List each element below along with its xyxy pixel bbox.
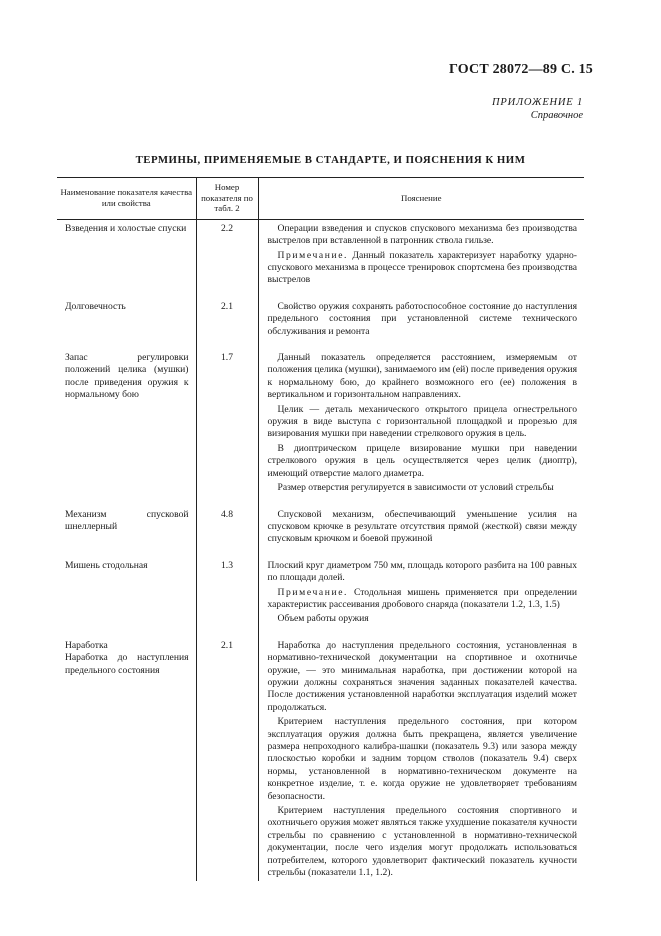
row-spacer <box>268 497 578 509</box>
document-title: ТЕРМИНЫ, ПРИМЕНЯЕМЫЕ В СТАНДАРТЕ, И ПОЯСНЕНИЯ К НИМ <box>135 154 526 166</box>
explanation-paragraph: Критерием наступления предельного состояния, при котором эксплуатация оружия должна быть прекращена, является увеличение размера непроходного калибра-шашки (показатель 9.3) или зазора между плоскостью коробки и задним торцом стволов (показатель 9.4) сверх нормы, установленной в нормативно-техническом документе на конкретное изделие, т. е. когда оружие не удовлетворяет требованиям безопасности. <box>267 716 577 802</box>
indicator-number: 2.1 <box>196 301 258 352</box>
row-spacer <box>268 628 578 640</box>
note-paragraph <box>268 250 578 287</box>
term-name: Наработка до наступления предельного состояния <box>65 652 189 676</box>
term-cell <box>57 509 196 560</box>
explanation-cell <box>258 560 584 640</box>
explanation-cell <box>258 640 584 882</box>
indicator-number: 4.8 <box>196 509 258 560</box>
table-row <box>57 560 584 640</box>
table-row <box>57 301 584 352</box>
indicator-number: 1.3 <box>196 560 258 640</box>
explanation-cell <box>258 301 584 352</box>
note-text: Стодольная мишень применяется при определении характеристик рассеивания дробового снаряда (показатели 1.2, 1.3, 1.5) <box>267 586 577 610</box>
table-body <box>57 219 584 881</box>
row-spacer <box>268 548 578 560</box>
page-header: ГОСТ 28072—89 С. 15 <box>449 62 593 77</box>
term-cell <box>57 301 196 352</box>
table-row <box>57 219 584 301</box>
terms-table <box>57 177 584 881</box>
explanation-paragraph: Плоский круг диаметром 750 мм, площадь которого разбита на 100 равных по площади долей. <box>267 559 577 584</box>
term-name: Мишень стодольная <box>65 559 148 571</box>
term-cell <box>57 560 196 640</box>
term-name: Взведения и холостые спуски <box>65 222 187 234</box>
explanation-paragraph: Спусковой механизм, обеспечивающий уменьшение усилия на спусковом крючке в результате отсутствия прямой (жесткой) связи между спусковым крючком и боевой пружиной <box>267 508 577 545</box>
appendix-label <box>492 96 583 122</box>
explanation-paragraph: Объем работы оружия <box>277 613 369 625</box>
explanation-cell <box>258 352 584 508</box>
term-name: Механизм спусковой шнеллерный <box>65 508 189 532</box>
term-name: Долговечность <box>65 300 126 312</box>
table-header-row <box>57 178 584 220</box>
term-cell <box>57 219 196 301</box>
appendix-type: Справочное <box>530 110 583 121</box>
indicator-number: 1.7 <box>196 352 258 508</box>
term-name: Наработка <box>65 639 108 651</box>
explanation-paragraph: Свойство оружия сохранять работоспособное состояние до наступления предельного состояния при установленной системе технического обслуживания и ремонта <box>267 300 577 337</box>
explanation-paragraph: В диоптрическом прицеле визирование мушки при наведении стрелкового оружия в цель осуществляется через целик (диоптр), имеющий отверстие малого диаметра. <box>267 442 577 479</box>
note-label: Примечание. <box>277 586 349 598</box>
column-header-explanation: Пояснение <box>258 178 584 220</box>
explanation-paragraph: Данный показатель определяется расстоянием, измеряемым от положения целика (мушки), занимаемого им (ей) после приведения оружия к нормальному бою, до крайнего возможного его (ее) положения в вертикальном и горизонтальном направлениях. <box>267 352 577 401</box>
table-row <box>57 352 584 508</box>
explanation-paragraph: Операции взведения и спусков спускового механизма без производства выстрелов при вставленной в патронник ствола гильзе. <box>267 222 577 247</box>
appendix-title: ПРИЛОЖЕНИЕ 1 <box>492 97 583 108</box>
note-label: Примечание. <box>277 249 349 261</box>
column-header-name: Наименование показателя качества или свойства <box>57 178 196 220</box>
explanation-cell <box>258 219 584 301</box>
row-spacer <box>268 340 578 352</box>
term-name: Запас регулировки положений целика (мушки) после приведения оружия к нормальному бою <box>65 352 189 401</box>
note-text: Данный показатель характеризует наработку ударно-спускового механизма в процессе тренировок спортсмена без производства выстрелов <box>267 249 577 286</box>
explanation-paragraph: Критерием наступления предельного состояния спортивного и охотничьего оружия может являться также ухудшение показателя кучности стрельбы по сравнению с установленной в нормативно-технической документации, после чего изделия могут продолжать использоваться потребителем, которого удовлетворит фактический показатель кучности стрельбы (показатели 1.1, 1.2). <box>267 805 577 879</box>
explanation-paragraph: Размер отверстия регулируется в зависимости от условий стрельбы <box>277 482 554 494</box>
indicator-number: 2.2 <box>196 219 258 301</box>
term-cell <box>57 640 196 882</box>
column-header-number: Номер показателя по табл. 2 <box>196 178 258 220</box>
explanation-paragraph: Целик — деталь механического открытого прицела огнестрельного оружия в виде выступа с горизонтальной площадкой и прорезью для визирования мушки при наведении стрелкового оружия в цель. <box>267 403 577 440</box>
explanation-paragraph: Наработка до наступления предельного состояния, установленная в нормативно-технической документации на спортивное и охотничье оружие, — это минимальная наработка, при достижении которой на оружии должны сохраняться значения заданных показателей качества. После достижения установленной наработки эксплуатация изделий может продолжаться. <box>267 639 577 713</box>
note-paragraph <box>268 587 578 612</box>
table-row <box>57 509 584 560</box>
row-spacer <box>268 289 578 301</box>
explanation-cell <box>258 509 584 560</box>
table-row <box>57 640 584 882</box>
term-cell <box>57 352 196 508</box>
indicator-number: 2.1 <box>196 640 258 882</box>
